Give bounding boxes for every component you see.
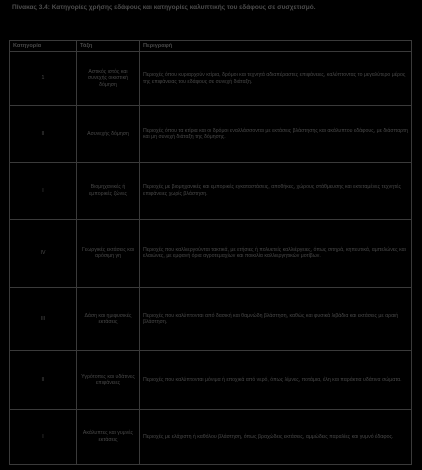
class-cell: Ασυνεχής δόμηση	[77, 106, 140, 163]
table-header-row	[10, 41, 412, 52]
class-cell: Ακάλυπτες και γυμνές εκτάσεις	[77, 409, 140, 464]
classification-table	[9, 40, 412, 465]
description-cell: Περιοχές που καλύπτονται μόνιμα ή εποχικά από νερό, όπως λίμνες, ποτάμια, έλη και παράκτια υδάτινα σώματα.	[140, 351, 412, 409]
category-cell: I	[10, 163, 77, 219]
table-caption: Πίνακας 3.4: Κατηγορίες χρήσης εδάφους και κατηγορίες καλυπτικής του εδάφους σε συσχετισμό.	[12, 4, 316, 11]
header-class: Τάξη	[77, 41, 140, 52]
description-cell: Περιοχές με βιομηχανικές και εμπορικές εγκαταστάσεις, αποθήκες, χώρους στάθμευσης και εκτεταμένες τεχνητές επιφάνειες χωρίς βλάστηση.	[140, 163, 412, 219]
table-row	[10, 409, 412, 464]
class-cell: Γεωργικές εκτάσεις και αρόσιμη γη	[77, 219, 140, 287]
category-cell: III	[10, 288, 77, 351]
table-row	[10, 106, 412, 163]
category-cell: IV	[10, 219, 77, 287]
description-cell: Περιοχές με ελάχιστη ή καθόλου βλάστηση, όπως βραχώδεις εκτάσεις, αμμώδεις παραλίες και γυμνό έδαφος.	[140, 409, 412, 464]
description-cell: Περιοχές όπου κυριαρχούν κτίρια, δρόμοι και τεχνητά αδιαπέραστες επιφάνειες, καλύπτοντας το μεγαλύτερο μέρος της επιφάνειας του εδάφους σε συνεχή διάταξη.	[140, 52, 412, 106]
table-row	[10, 288, 412, 351]
class-cell: Δάση και ημιφυσικές εκτάσεις	[77, 288, 140, 351]
table-row	[10, 219, 412, 287]
category-cell: I	[10, 409, 77, 464]
class-cell: Υγρότοπες και υδάτινες επιφάνειες	[77, 351, 140, 409]
description-cell: Περιοχές που καλλιεργούνται τακτικά, με ετήσιες ή πολυετείς καλλιέργειες, όπως σιτηρά, κηπευτικά, αμπελώνες και ελαιώνες, με εμφανή όρια αγροτεμαχίων και ποικιλία καλλιεργητικών μοτίβων.	[140, 219, 412, 287]
description-cell: Περιοχές που καλύπτονται από δασική και θαμνώδη βλάστηση, καθώς και φυσικά λιβάδια και εκτάσεις με αραιή βλάστηση.	[140, 288, 412, 351]
table-row	[10, 52, 412, 106]
class-cell: Βιομηχανικές ή εμπορικές ζώνες	[77, 163, 140, 219]
category-cell: 1	[10, 52, 77, 106]
header-category: Κατηγορία	[10, 41, 77, 52]
table-row	[10, 163, 412, 219]
table-row	[10, 351, 412, 409]
category-cell: II	[10, 351, 77, 409]
description-cell: Περιοχές όπου τα κτίρια και οι δρόμοι εναλλάσσονται με εκτάσεις βλάστησης και ακάλυπτου εδάφους, με διάσπαρτη και μη συνεχή διάταξη της δόμησης.	[140, 106, 412, 163]
class-cell: Αστικός ιστός και συνεχής οικιστική δόμηση	[77, 52, 140, 106]
category-cell: II	[10, 106, 77, 163]
header-description: Περιγραφή	[140, 41, 412, 52]
